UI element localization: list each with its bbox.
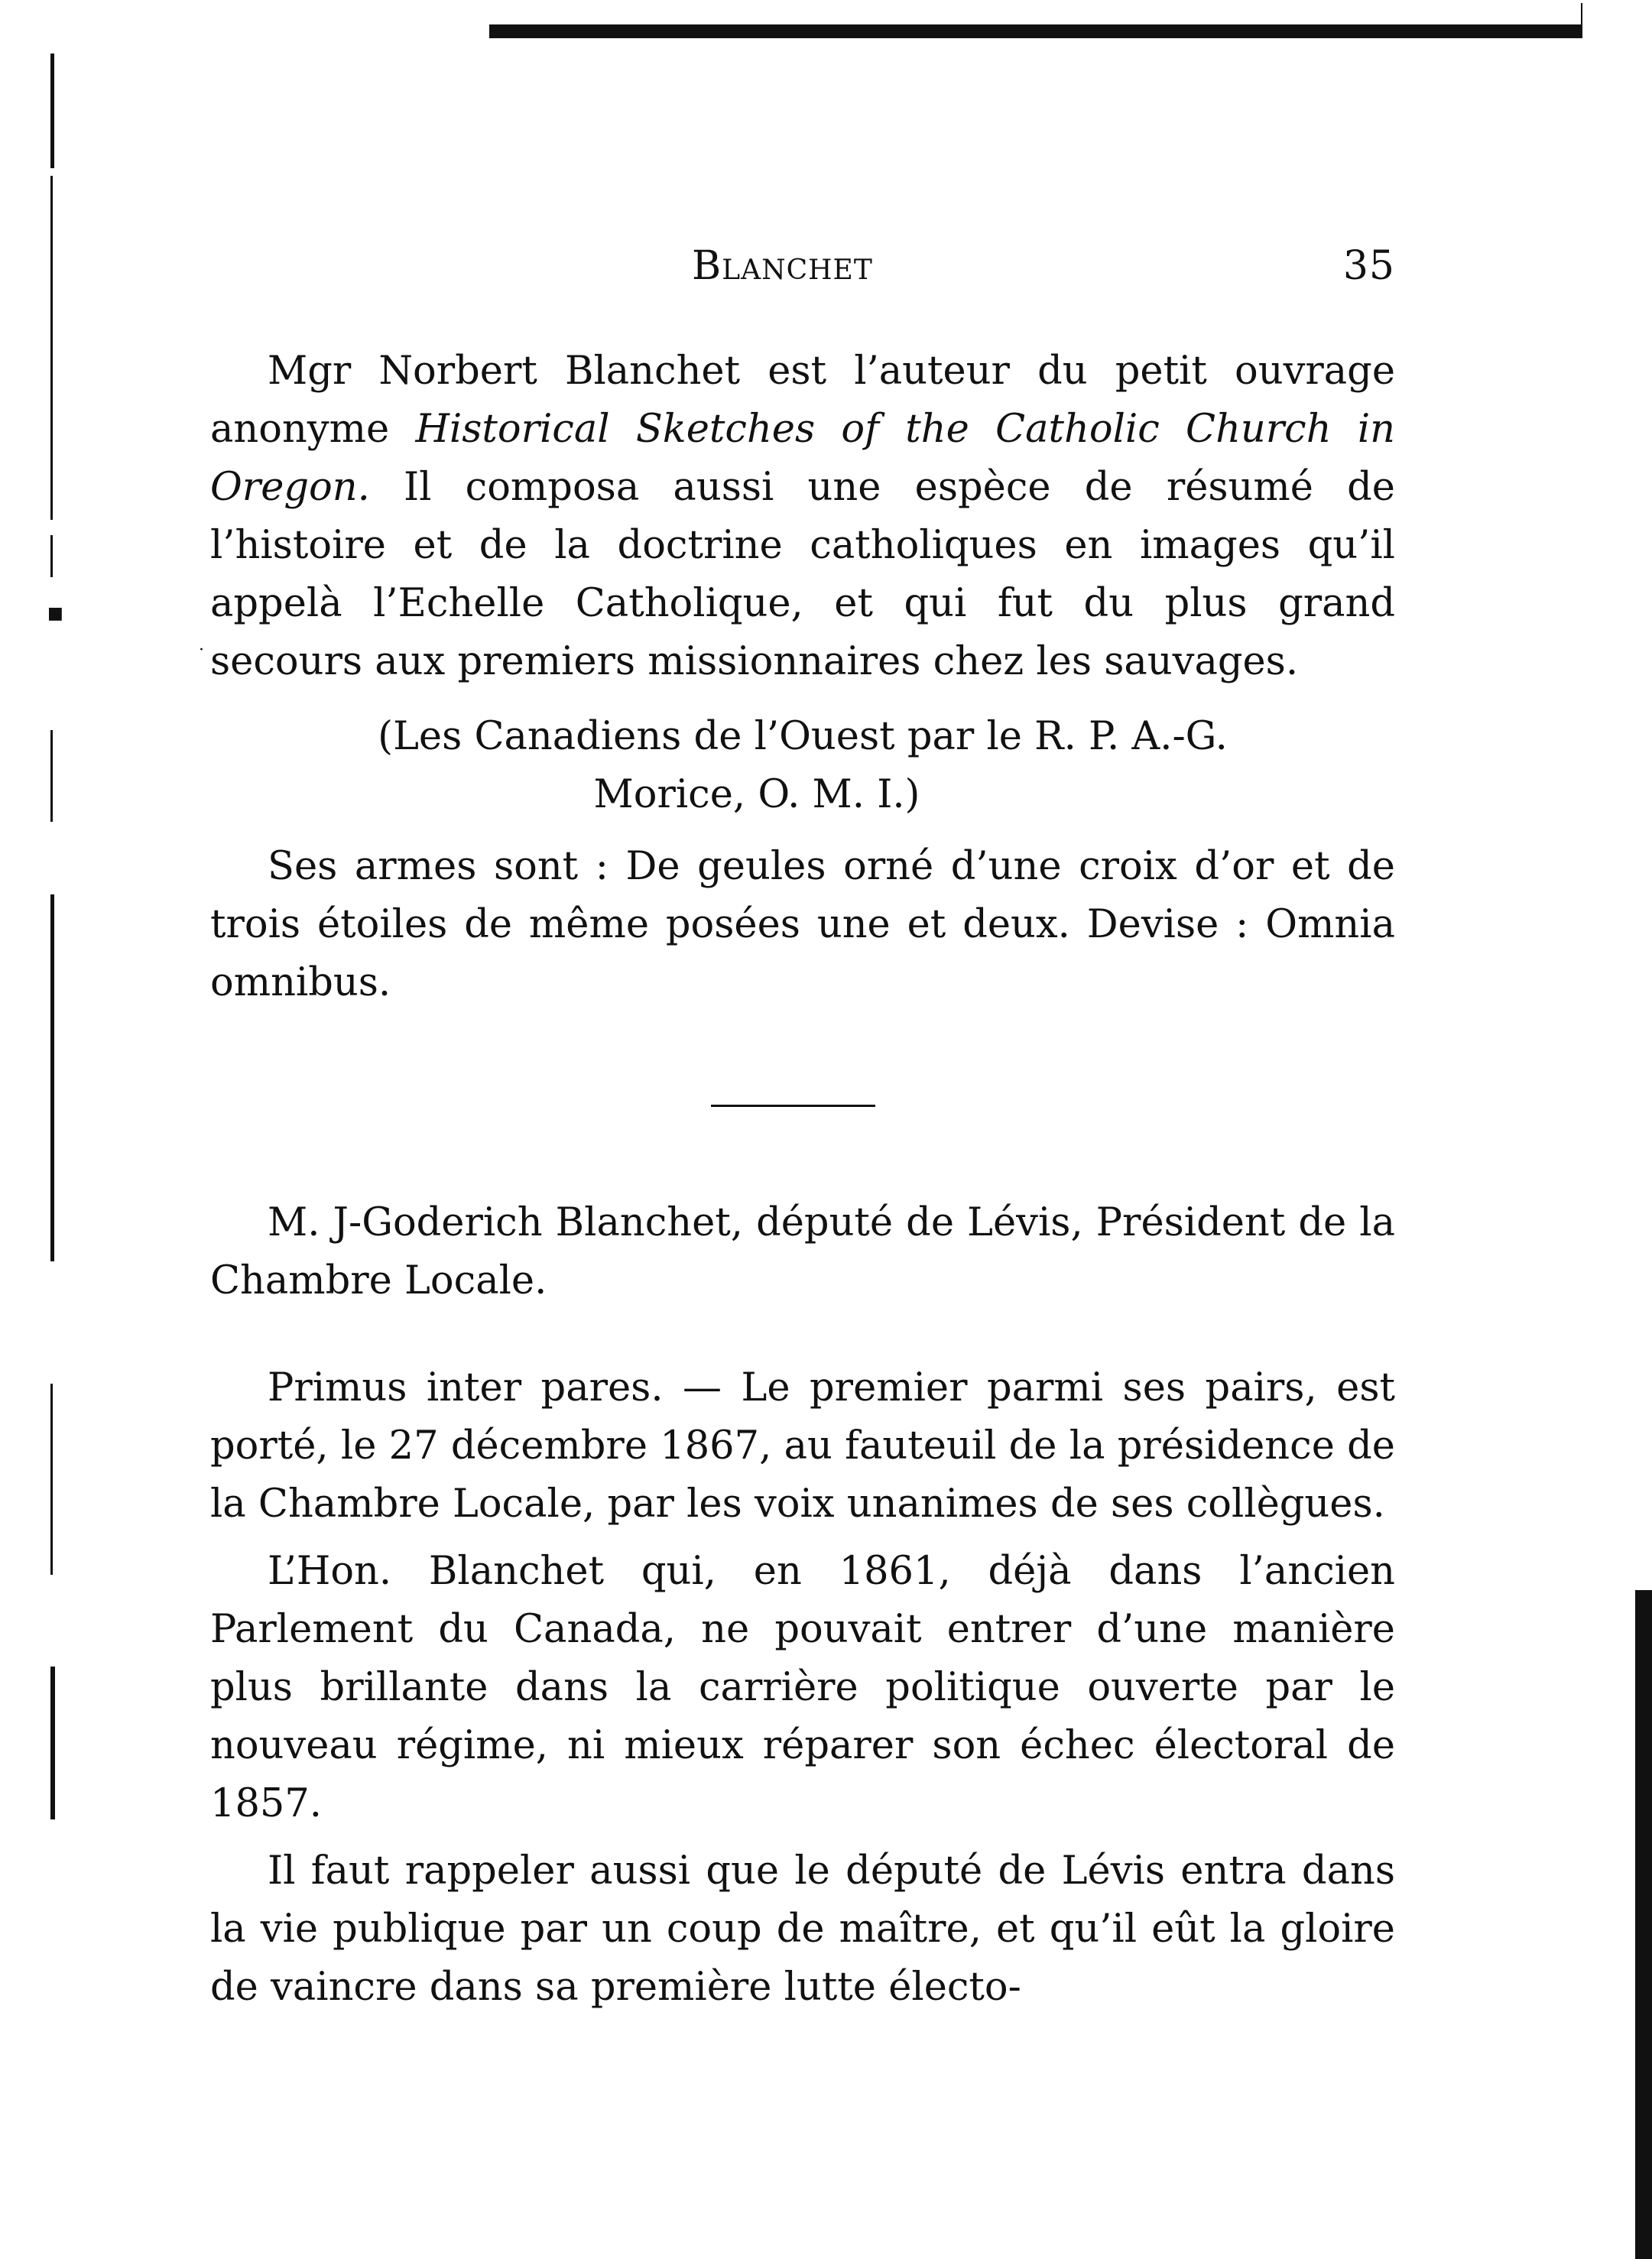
scan-gutter-line [50,176,53,520]
page-number: 35 [1342,243,1395,289]
scan-gutter-mark: · [199,641,204,660]
scan-gutter-mark: ■ [47,604,63,623]
book-title: Historical Sketches of the Catholic Church in Oregon. [210,407,1395,510]
scan-top-rule [489,17,1582,38]
paragraph-coat-of-arms: Ses armes sont : De geules orné d’une croix d’or et de trois étoiles de même posées une et deux. Devise : Omnia omnibus. [210,844,1395,1005]
paragraph-primus-inter-pares: Primus inter pares. — Le premier parmi ses pairs, est porté, le 27 décembre 1867, au fauteuil de la présidence de la Chambre Locale, par les voix unanimes de ses collègues. [210,1365,1395,1527]
paragraph-text: Mgr Norbert Blanchet est l’auteur du petit ouvrage anonyme [210,349,1395,452]
scan-gutter-line [50,535,53,577]
running-title: Blanchet [692,243,873,289]
scan-gutter-line [50,730,53,822]
section-heading: M. J-Goderich Blanchet, député de Lévis, Président de la Chambre Locale. [210,1200,1395,1303]
paragraph-vie-publique: Il faut rappeler aussi que le député de Lévis entra dans la vie publique par un coup de maître, et qu’il eût la gloire de vaincre dans sa première lutte électo- [210,1848,1395,2010]
scan-gutter-line [50,54,54,168]
citation-line: Morice, O. M. I.) [593,772,920,817]
citation-line: (Les Canadiens de l’Ouest par le R. P. A.-G. [378,714,1228,759]
paragraph-text: Il composa aussi une espèce de résumé de l’histoire et de la doctrine catholiques en images qu’il appelà l’Echelle Catholique, et qui fut du plus grand secours aux premiers missionnaires chez les sauvages. [210,465,1395,684]
scan-gutter-line [50,1667,55,1819]
scan-right-edge [1635,1590,1652,2259]
paragraph-norbert-works [210,342,1395,691]
scan-gutter-line [50,1384,53,1575]
paragraph-parlement: L’Hon. Blanchet qui, en 1861, déjà dans l’ancien Parlement du Canada, ne pouvait entrer d’une manière plus brillante dans la carrière politique ouverte par le nouveau régime, ni mieux réparer son échec électoral de 1857. [210,1549,1395,1826]
section-divider [711,1105,875,1107]
section-norbert-blanchet [210,342,1395,1012]
scan-gutter-line [50,894,54,1261]
running-head [210,243,1395,289]
section-goderich-blanchet [210,1194,1395,2017]
